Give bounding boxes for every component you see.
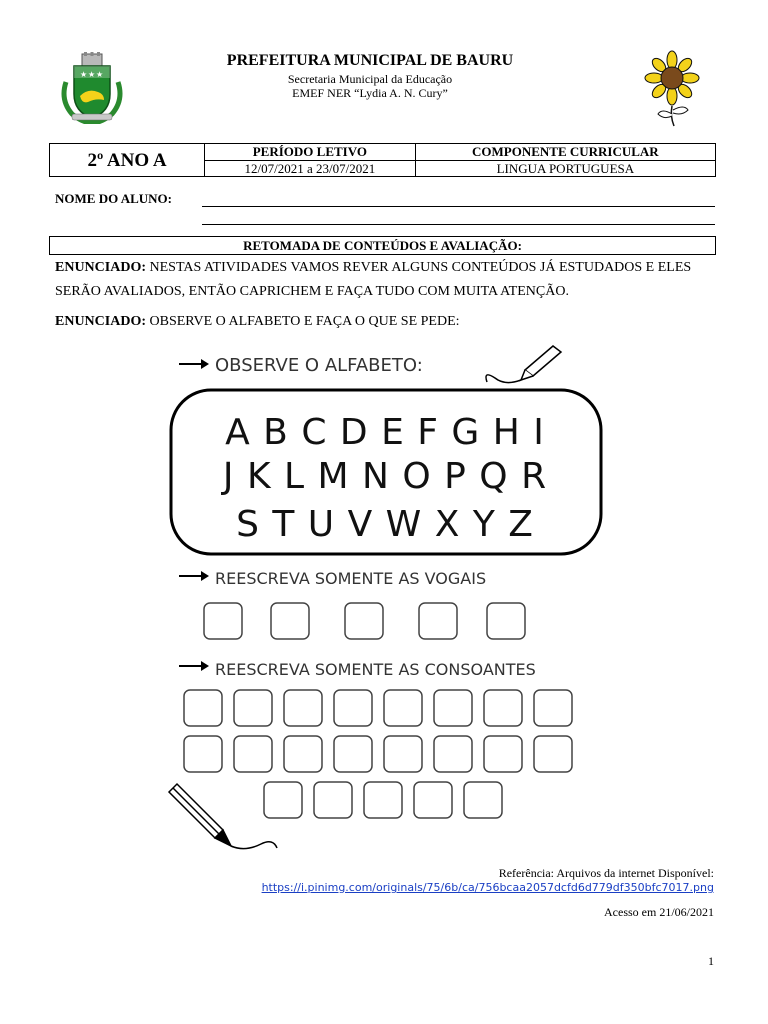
enunciado-2: [55, 314, 720, 330]
student-name-line-2[interactable]: [202, 224, 715, 225]
instruction-consonants: REESCREVA SOMENTE AS CONSOANTES: [215, 660, 536, 679]
access-date: Acesso em 21/06/2021: [604, 905, 714, 919]
instruction-observe: OBSERVE O ALFABETO:: [215, 355, 423, 376]
component-header: COMPONENTE CURRICULAR: [415, 144, 715, 161]
page-number: 1: [708, 954, 714, 968]
reference-label: Referência: Arquivos da internet Disponível:: [498, 866, 714, 880]
department-name: Secretaria Municipal da Educação: [287, 72, 453, 86]
consonant-box[interactable]: [484, 736, 522, 772]
period-header: PERÍODO LETIVO: [205, 144, 416, 161]
consonant-box[interactable]: [414, 782, 452, 818]
consonant-box[interactable]: [334, 736, 372, 772]
arrow-icon: [179, 359, 209, 369]
consonant-box[interactable]: [534, 690, 572, 726]
svg-text:★: ★: [80, 70, 88, 79]
student-name-label: NOME DO ALUNO:: [55, 191, 172, 206]
period-value: 12/07/2021 a 23/07/2021: [205, 160, 416, 177]
consonant-box[interactable]: [384, 736, 422, 772]
consonant-box[interactable]: [234, 690, 272, 726]
consonant-box[interactable]: [434, 690, 472, 726]
class-info-table: [49, 143, 716, 177]
consonant-box[interactable]: [234, 736, 272, 772]
consonant-box[interactable]: [314, 782, 352, 818]
student-name-line[interactable]: [202, 206, 715, 207]
enunciado-1: [55, 256, 720, 304]
institution-title: PREFEITURA MUNICIPAL DE BAURU: [226, 52, 514, 69]
section-title: RETOMADA DE CONTEÚDOS E AVALIAÇÃO:: [49, 236, 716, 255]
enunciado-label: ENUNCIADO:: [55, 314, 146, 329]
vowel-box[interactable]: [204, 603, 242, 639]
consonant-box[interactable]: [184, 690, 222, 726]
pencil-icon: [169, 784, 277, 849]
consonant-box[interactable]: [434, 736, 472, 772]
enunciado-text: NESTAS ATIVIDADES VAMOS REVER ALGUNS CONTEÚDOS JÁ ESTUDADOS E ELES SERÃO AVALIADOS, ENTÃO CAPRICHEM E FAÇA TUDO COM MUITA ATENÇÃO.: [55, 260, 692, 299]
vowel-box[interactable]: [345, 603, 383, 639]
alphabet-row-3: S T U V W X Y Z: [236, 504, 534, 545]
consonant-box[interactable]: [464, 782, 502, 818]
svg-text:★: ★: [88, 70, 96, 79]
instruction-vowels: REESCREVA SOMENTE AS VOGAIS: [215, 569, 487, 588]
vowel-box[interactable]: [271, 603, 309, 639]
reference-link[interactable]: https://i.pinimg.com/originals/75/6b/ca/756bcaa2057dcfd6d779df350bfc7017.png: [261, 881, 714, 894]
coat-of-arms-logo: [58, 52, 126, 124]
vowel-box[interactable]: [419, 603, 457, 639]
enunciado-text: OBSERVE O ALFABETO E FAÇA O QUE SE PEDE:: [146, 314, 460, 329]
enunciado-label: ENUNCIADO:: [55, 260, 146, 275]
consonant-box[interactable]: [284, 736, 322, 772]
pen-icon: [486, 346, 561, 383]
alphabet-row-1: A B C D E F G H I: [225, 412, 545, 453]
consonant-box[interactable]: [264, 782, 302, 818]
alphabet-activity: [165, 340, 605, 855]
consonant-box[interactable]: [334, 690, 372, 726]
component-value: LINGUA PORTUGUESA: [415, 160, 715, 177]
arrow-icon: [179, 571, 209, 581]
arrow-icon: [179, 661, 209, 671]
sunflower-logo: [636, 50, 708, 128]
vowel-box[interactable]: [487, 603, 525, 639]
alphabet-row-2: J K L M N O P Q R: [222, 456, 548, 497]
grade-cell: 2º ANO A: [50, 144, 205, 177]
consonant-box[interactable]: [484, 690, 522, 726]
consonant-box[interactable]: [184, 736, 222, 772]
consonant-box[interactable]: [364, 782, 402, 818]
consonant-box[interactable]: [284, 690, 322, 726]
school-name: EMEF NER “Lydia A. N. Cury”: [292, 86, 448, 100]
consonant-box[interactable]: [534, 736, 572, 772]
svg-text:★: ★: [96, 70, 104, 79]
consonant-box[interactable]: [384, 690, 422, 726]
